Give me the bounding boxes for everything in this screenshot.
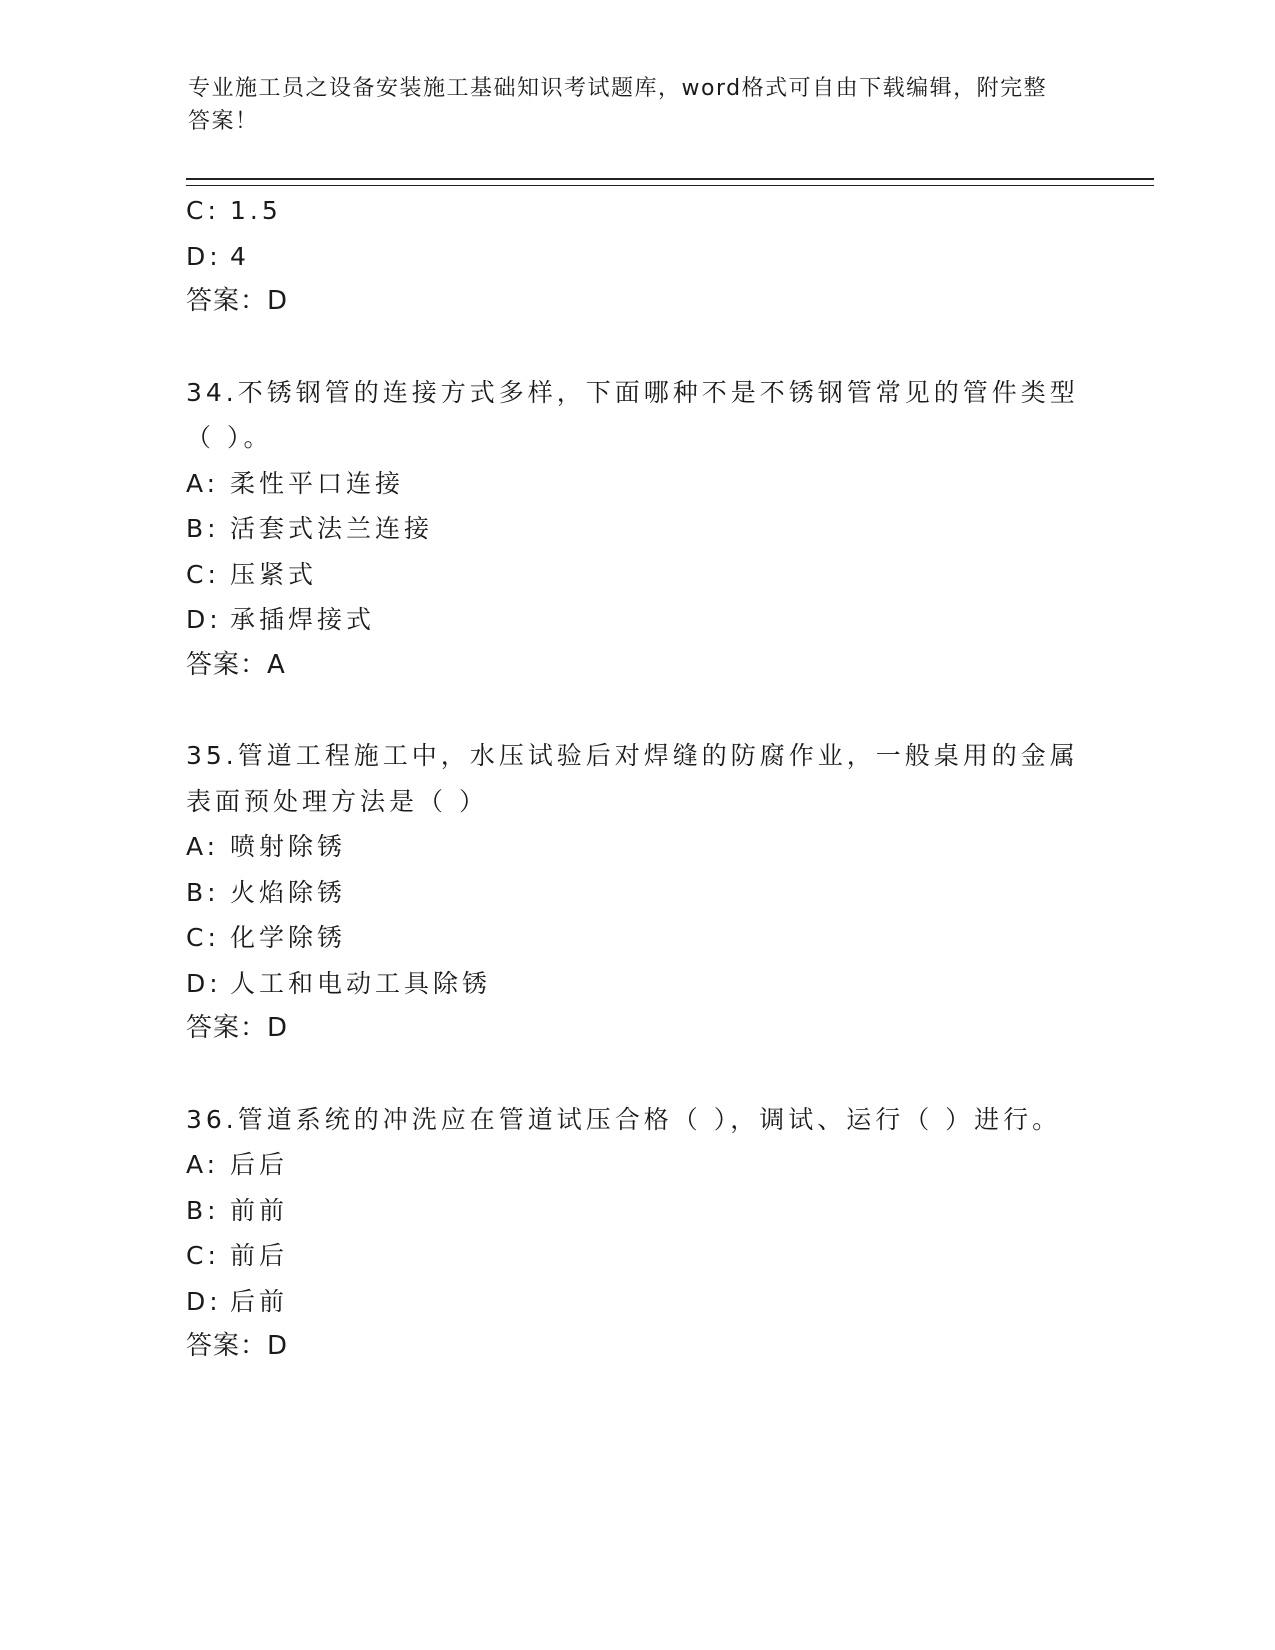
option-c — [186, 552, 1086, 598]
question-stem: 34.不锈钢管的连接方式多样，下面哪种不是不锈钢管常见的管件类型（ ）。 — [186, 377, 1079, 452]
answer-line — [186, 1324, 1086, 1370]
option-text: 喷射除锈 — [230, 832, 347, 861]
option-letter: C: — [186, 1241, 220, 1270]
option-letter: C: — [186, 923, 220, 952]
answer-line — [186, 279, 1086, 325]
option-letter: C: — [186, 196, 220, 225]
option-c — [186, 1233, 1086, 1279]
option-text: 柔性平口连接 — [230, 468, 405, 498]
answer-value: D — [267, 1013, 289, 1043]
answer-label: 答案： — [186, 1013, 268, 1043]
option-text: 活套式法兰连接 — [230, 514, 434, 543]
option-b — [186, 1188, 1086, 1234]
option-letter: D: — [186, 241, 222, 271]
option-letter: A: — [186, 468, 220, 498]
option-text: 压紧式 — [230, 559, 318, 589]
option-letter: C: — [186, 559, 220, 589]
answer-label: 答案： — [186, 286, 268, 316]
option-d — [186, 961, 1086, 1007]
option-text: 前后 — [230, 1241, 289, 1270]
option-text: 人工和电动工具除锈 — [230, 968, 492, 998]
question-stem: 36.管道系统的冲洗应在管道试压合格（ ），调试、运行（ ）进行。 — [186, 1104, 1062, 1134]
answer-line — [186, 643, 1086, 689]
option-letter: A: — [186, 1150, 220, 1179]
answer-value: A — [267, 649, 286, 680]
page-header: 专业施工员之设备安装施工基础知识考试题库，word格式可自由下载编辑，附完整答案！ — [188, 76, 1048, 134]
option-text: 后前 — [230, 1286, 289, 1316]
option-b — [186, 506, 1086, 552]
option-text: 化学除锈 — [230, 923, 347, 952]
prev-question-block — [186, 188, 1086, 325]
question-block — [186, 733, 1086, 1052]
option-letter: D: — [186, 968, 222, 998]
option-letter: A: — [186, 832, 220, 861]
answer-value: D — [267, 286, 289, 316]
option-letter: D: — [186, 605, 222, 634]
option-text: 火焰除锈 — [230, 877, 347, 907]
option-c — [186, 188, 1086, 234]
option-text: 前前 — [230, 1195, 289, 1225]
option-d — [186, 1279, 1086, 1325]
option-text: 后后 — [230, 1150, 289, 1179]
option-text: 承插焊接式 — [230, 605, 376, 634]
option-letter: D: — [186, 1286, 222, 1316]
answer-label: 答案： — [186, 649, 268, 680]
option-a — [186, 824, 1086, 870]
option-b — [186, 870, 1086, 916]
option-text: 4 — [230, 241, 250, 271]
option-d — [186, 597, 1086, 643]
option-a — [186, 461, 1086, 507]
option-a — [186, 1142, 1086, 1188]
header-divider — [186, 178, 1154, 186]
question-stem: 35.管道工程施工中，水压试验后对焊缝的防腐作业，一般桌用的金属表面预处理方法是（ ） — [186, 741, 1079, 816]
option-letter: B: — [186, 1195, 220, 1225]
document-body — [186, 188, 1086, 1370]
answer-line — [186, 1006, 1086, 1052]
answer-value: D — [267, 1331, 289, 1361]
option-letter: B: — [186, 877, 220, 907]
option-c — [186, 915, 1086, 961]
option-letter: B: — [186, 514, 220, 543]
option-text: 1.5 — [230, 196, 282, 225]
option-d — [186, 234, 1086, 280]
question-block — [186, 370, 1086, 689]
answer-label: 答案： — [186, 1331, 268, 1361]
question-block — [186, 1097, 1086, 1370]
